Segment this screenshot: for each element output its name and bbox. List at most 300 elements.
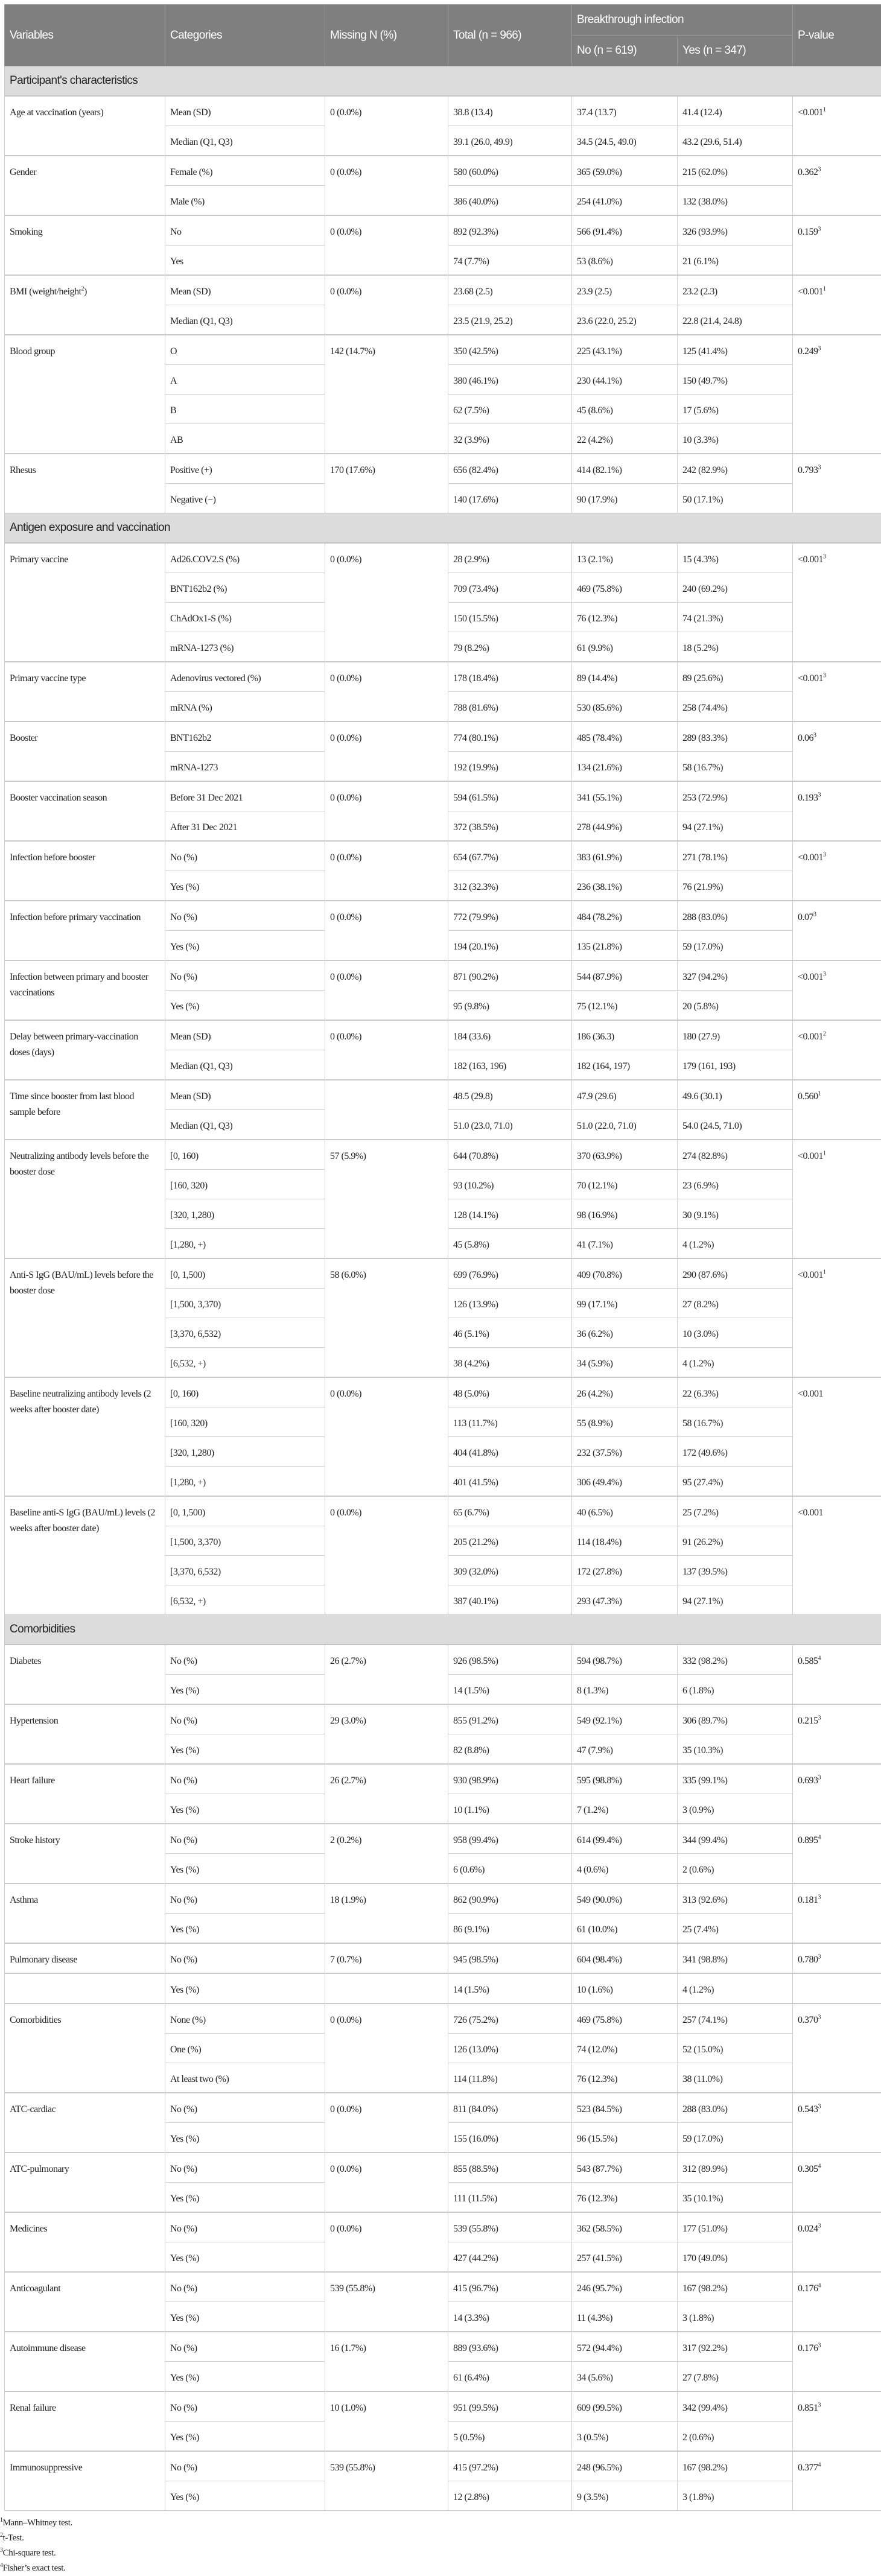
table-row <box>5 454 881 484</box>
variable-name-text: Pulmonary disease <box>10 1955 77 1965</box>
category-cell: No (%) <box>165 1883 325 1914</box>
no-infection-cell: 76 (12.3%) <box>572 2063 678 2093</box>
section-row <box>5 513 881 544</box>
p-value: 0.159 <box>798 227 818 237</box>
total-cell: 309 (32.0%) <box>448 1556 572 1585</box>
category-cell: [320, 1,280) <box>165 1199 325 1229</box>
total-cell: 155 (16.0%) <box>448 2123 572 2153</box>
no-infection-cell: 75 (12.1%) <box>572 991 678 1021</box>
yes-infection-cell: 59 (17.0%) <box>678 2123 793 2153</box>
no-infection-cell: 3 (0.5%) <box>572 2422 678 2452</box>
total-cell: 126 (13.9%) <box>448 1289 572 1318</box>
p-value-test-note: 3 <box>818 2343 821 2349</box>
no-infection-cell: 172 (27.8%) <box>572 1556 678 1585</box>
p-value: <0.001 <box>798 1508 823 1518</box>
p-value-test-note: 3 <box>823 852 826 858</box>
yes-infection-cell: 74 (21.3%) <box>678 603 793 632</box>
p-value-cell <box>793 335 881 454</box>
p-value-test-note: 3 <box>818 1954 821 1961</box>
variable-name <box>5 1764 165 1824</box>
missing-cell <box>325 1973 448 2003</box>
category-cell: [3,370, 6,532) <box>165 1318 325 1348</box>
p-value-cell <box>793 662 881 722</box>
total-cell: 654 (67.7%) <box>448 841 572 871</box>
missing-cell: 539 (55.8%) <box>325 2272 448 2332</box>
category-cell: Yes (%) <box>165 1675 325 1705</box>
p-value-test-note: 1 <box>823 107 826 113</box>
variable-name-text: Baseline neutralizing antibody levels (2 weeks after booster date) <box>10 1389 151 1415</box>
p-value-cell <box>793 2332 881 2391</box>
yes-infection-cell: 177 (51.0%) <box>678 2212 793 2242</box>
p-value-test-note: 4 <box>818 2283 821 2289</box>
yes-infection-cell: 271 (78.1%) <box>678 841 793 871</box>
variable-name-text: Time since booster from last blood sample before <box>10 1091 134 1117</box>
no-infection-cell: 186 (36.3) <box>572 1020 678 1050</box>
missing-cell: 26 (2.7%) <box>325 1645 448 1704</box>
yes-infection-cell: 215 (62.0%) <box>678 156 793 186</box>
variable-name-text: Diabetes <box>10 1656 41 1666</box>
category-cell: Yes (%) <box>165 2481 325 2511</box>
no-infection-cell: 485 (78.4%) <box>572 722 678 752</box>
p-value-cell <box>793 1080 881 1140</box>
total-cell: 128 (14.1%) <box>448 1199 572 1229</box>
category-cell: A <box>165 365 325 395</box>
table-row <box>5 1943 881 1973</box>
category-cell: [1,280, +) <box>165 1229 325 1259</box>
no-infection-cell: 61 (10.0%) <box>572 1914 678 1944</box>
no-infection-cell: 484 (78.2%) <box>572 901 678 931</box>
header-variables: Variables <box>5 5 165 66</box>
p-value-cell <box>793 1973 881 2003</box>
p-value: 0.780 <box>798 1955 818 1965</box>
category-cell: [160, 320) <box>165 1170 325 1199</box>
table-row <box>5 215 881 246</box>
variable-name <box>5 1883 165 1943</box>
no-infection-cell: 370 (63.9%) <box>572 1140 678 1170</box>
p-value-test-note: 3 <box>823 554 826 560</box>
total-cell: 32 (3.9%) <box>448 424 572 454</box>
category-cell: No (%) <box>165 960 325 991</box>
p-value: 0.176 <box>798 2283 818 2294</box>
yes-infection-cell: 27 (7.8%) <box>678 2362 793 2392</box>
no-infection-cell: 45 (8.6%) <box>572 395 678 424</box>
no-infection-cell: 236 (38.1%) <box>572 871 678 901</box>
yes-infection-cell: 257 (74.1%) <box>678 2003 793 2034</box>
p-value-test-note: 3 <box>818 2402 821 2409</box>
total-cell: 386 (40.0%) <box>448 186 572 216</box>
p-value-test-note: 3 <box>818 792 821 799</box>
total-cell: 862 (90.9%) <box>448 1883 572 1914</box>
variable-name <box>5 1377 165 1496</box>
no-infection-cell: 37.4 (13.7) <box>572 96 678 126</box>
no-infection-cell: 257 (41.5%) <box>572 2242 678 2273</box>
table-row <box>5 1883 881 1914</box>
yes-infection-cell: 76 (21.9%) <box>678 871 793 901</box>
no-infection-cell: 225 (43.1%) <box>572 335 678 365</box>
no-infection-cell: 543 (87.7%) <box>572 2152 678 2183</box>
p-value-test-note: 2 <box>823 1031 826 1038</box>
total-cell: 61 (6.4%) <box>448 2362 572 2392</box>
p-value: <0.001 <box>798 852 823 863</box>
total-cell: 404 (41.8%) <box>448 1437 572 1467</box>
p-value-test-note: 1 <box>818 1091 821 1097</box>
yes-infection-cell: 317 (92.2%) <box>678 2332 793 2362</box>
no-infection-cell: 47.9 (29.6) <box>572 1080 678 1110</box>
missing-cell: 7 (0.7%) <box>325 1943 448 1973</box>
variable-name-text: Renal failure <box>10 2403 56 2413</box>
category-cell: Median (Q1, Q3) <box>165 1110 325 1140</box>
variable-name-text: Age at vaccination (years) <box>10 107 103 118</box>
category-cell: Yes (%) <box>165 2422 325 2452</box>
section-title: Antigen exposure and vaccination <box>5 513 881 544</box>
category-cell: [0, 1,500) <box>165 1258 325 1289</box>
no-infection-cell: 604 (98.4%) <box>572 1943 678 1973</box>
total-cell: 182 (163, 196) <box>448 1050 572 1080</box>
missing-cell: 0 (0.0%) <box>325 1496 448 1615</box>
no-infection-cell: 549 (92.1%) <box>572 1704 678 1734</box>
no-infection-cell: 9 (3.5%) <box>572 2481 678 2511</box>
header-p-value: P-value <box>793 5 881 66</box>
p-value-cell <box>793 2003 881 2093</box>
footnote-mark: 1 <box>0 2517 3 2524</box>
total-cell: 14 (1.5%) <box>448 1675 572 1705</box>
total-cell: 74 (7.7%) <box>448 246 572 276</box>
no-infection-cell: 595 (98.8%) <box>572 1764 678 1794</box>
p-value-cell <box>793 1496 881 1615</box>
table-row <box>5 96 881 126</box>
total-cell: 38.8 (13.4) <box>448 96 572 126</box>
yes-infection-cell: 344 (99.4%) <box>678 1824 793 1854</box>
variable-name <box>5 2332 165 2391</box>
total-cell: 415 (97.2%) <box>448 2451 572 2481</box>
no-infection-cell: 549 (90.0%) <box>572 1883 678 1914</box>
missing-cell: 0 (0.0%) <box>325 543 448 662</box>
p-value: 0.895 <box>798 1835 818 1845</box>
variable-name <box>5 2093 165 2152</box>
yes-infection-cell: 242 (82.9%) <box>678 454 793 484</box>
yes-infection-cell: 52 (15.0%) <box>678 2034 793 2063</box>
p-value-cell <box>793 1377 881 1496</box>
table-row <box>5 901 881 931</box>
yes-infection-cell: 288 (83.0%) <box>678 2093 793 2123</box>
no-infection-cell: 23.9 (2.5) <box>572 275 678 305</box>
total-cell: 113 (11.7%) <box>448 1407 572 1437</box>
variable-name-text: Infection before booster <box>10 852 95 863</box>
missing-cell: 0 (0.0%) <box>325 215 448 275</box>
table-row <box>5 1496 881 1526</box>
total-cell: 401 (41.5%) <box>448 1467 572 1497</box>
missing-cell: 0 (0.0%) <box>325 156 448 215</box>
missing-cell: 29 (3.0%) <box>325 1704 448 1764</box>
total-cell: 709 (73.4%) <box>448 573 572 603</box>
variable-name-text: Blood group <box>10 346 55 357</box>
no-infection-cell: 23.6 (22.0, 25.2) <box>572 305 678 335</box>
category-cell: Before 31 Dec 2021 <box>165 781 325 811</box>
missing-cell: 0 (0.0%) <box>325 275 448 335</box>
category-cell: Median (Q1, Q3) <box>165 126 325 156</box>
no-infection-cell: 34.5 (24.5, 49.0) <box>572 126 678 156</box>
no-infection-cell: 523 (84.5%) <box>572 2093 678 2123</box>
p-value-cell <box>793 215 881 275</box>
missing-cell: 18 (1.9%) <box>325 1883 448 1943</box>
missing-cell: 0 (0.0%) <box>325 841 448 901</box>
missing-cell: 58 (6.0%) <box>325 1258 448 1377</box>
variable-name <box>5 1496 165 1615</box>
category-cell: [0, 160) <box>165 1377 325 1407</box>
total-cell: 65 (6.7%) <box>448 1496 572 1526</box>
variable-name <box>5 2391 165 2451</box>
category-cell: No (%) <box>165 2093 325 2123</box>
category-cell: No (%) <box>165 2212 325 2242</box>
no-infection-cell: 230 (44.1%) <box>572 365 678 395</box>
no-infection-cell: 572 (94.4%) <box>572 2332 678 2362</box>
no-infection-cell: 74 (12.0%) <box>572 2034 678 2063</box>
yes-infection-cell: 89 (25.6%) <box>678 662 793 692</box>
p-value-cell <box>793 156 881 215</box>
yes-infection-cell: 10 (3.3%) <box>678 424 793 454</box>
yes-infection-cell: 58 (16.7%) <box>678 1407 793 1437</box>
p-value-cell <box>793 1883 881 1943</box>
no-infection-cell: 278 (44.9%) <box>572 811 678 842</box>
p-value-cell <box>793 2272 881 2332</box>
variable-name <box>5 781 165 841</box>
no-infection-cell: 89 (14.4%) <box>572 662 678 692</box>
yes-infection-cell: 21 (6.1%) <box>678 246 793 276</box>
variable-name <box>5 1140 165 1258</box>
p-value: 0.693 <box>798 1775 818 1786</box>
missing-cell: 26 (2.7%) <box>325 1764 448 1824</box>
variable-name <box>5 1824 165 1883</box>
p-value-cell <box>793 1704 881 1764</box>
category-cell: AB <box>165 424 325 454</box>
total-cell: 86 (9.1%) <box>448 1914 572 1944</box>
p-value-test-note: 3 <box>818 1894 821 1901</box>
category-cell: [6,532, +) <box>165 1348 325 1378</box>
yes-infection-cell: 25 (7.2%) <box>678 1496 793 1526</box>
yes-infection-cell: 132 (38.0%) <box>678 186 793 216</box>
missing-cell: 57 (5.9%) <box>325 1140 448 1258</box>
total-cell: 372 (38.5%) <box>448 811 572 842</box>
total-cell: 594 (61.5%) <box>448 781 572 811</box>
no-infection-cell: 544 (87.9%) <box>572 960 678 991</box>
no-infection-cell: 10 (1.6%) <box>572 1973 678 2003</box>
table-row <box>5 543 881 573</box>
total-cell: 871 (90.2%) <box>448 960 572 991</box>
yes-infection-cell: 342 (99.4%) <box>678 2391 793 2422</box>
no-infection-cell: 409 (70.8%) <box>572 1258 678 1289</box>
p-value-cell <box>793 1140 881 1258</box>
variable-name-text: Rhesus <box>10 465 36 475</box>
table-header <box>5 5 881 66</box>
yes-infection-cell: 167 (98.2%) <box>678 2451 793 2481</box>
no-infection-cell: 134 (21.6%) <box>572 752 678 782</box>
total-cell: 930 (98.9%) <box>448 1764 572 1794</box>
p-value-cell <box>793 1943 881 1973</box>
p-value: 0.024 <box>798 2224 818 2234</box>
total-cell: 312 (32.3%) <box>448 871 572 901</box>
total-cell: 140 (17.6%) <box>448 484 572 513</box>
no-infection-cell: 76 (12.3%) <box>572 2183 678 2213</box>
total-cell: 93 (10.2%) <box>448 1170 572 1199</box>
p-value-test-note: 1 <box>823 1269 826 1276</box>
yes-infection-cell: 2 (0.6%) <box>678 2422 793 2452</box>
total-cell: 48.5 (29.8) <box>448 1080 572 1110</box>
footnote <box>0 2561 881 2576</box>
category-cell: Adenovirus vectored (%) <box>165 662 325 692</box>
yes-infection-cell: 23.2 (2.3) <box>678 275 793 305</box>
variable-name <box>5 543 165 662</box>
yes-infection-cell: 22.8 (21.4, 24.8) <box>678 305 793 335</box>
variable-name-text: Immunosuppressive <box>10 2463 82 2473</box>
p-value-cell <box>793 543 881 662</box>
category-cell: Yes (%) <box>165 1854 325 1884</box>
variable-name-superscript: 2 <box>81 286 84 293</box>
variable-name-text: Infection between primary and booster vaccinations <box>10 972 148 998</box>
p-value-cell <box>793 1258 881 1377</box>
yes-infection-cell: 150 (49.7%) <box>678 365 793 395</box>
total-cell: 539 (55.8%) <box>448 2212 572 2242</box>
p-value-test-note: 1 <box>823 286 826 293</box>
table-row <box>5 781 881 811</box>
p-value-test-note: 3 <box>818 1775 821 1781</box>
p-value-test-note: 3 <box>818 167 821 173</box>
footnote-mark: 2 <box>0 2532 3 2539</box>
category-cell: After 31 Dec 2021 <box>165 811 325 842</box>
yes-infection-cell: 4 (1.2%) <box>678 1348 793 1378</box>
yes-infection-cell: 288 (83.0%) <box>678 901 793 931</box>
yes-infection-cell: 10 (3.0%) <box>678 1318 793 1348</box>
p-value-cell <box>793 2093 881 2152</box>
yes-infection-cell: 240 (69.2%) <box>678 573 793 603</box>
total-cell: 205 (21.2%) <box>448 1526 572 1556</box>
total-cell: 62 (7.5%) <box>448 395 572 424</box>
yes-infection-cell: 179 (161, 193) <box>678 1050 793 1080</box>
yes-infection-cell: 25 (7.4%) <box>678 1914 793 1944</box>
p-value-cell <box>793 2212 881 2272</box>
missing-cell: 0 (0.0%) <box>325 960 448 1020</box>
p-value-cell <box>793 1764 881 1824</box>
total-cell: 892 (92.3%) <box>448 215 572 246</box>
total-cell: 415 (96.7%) <box>448 2272 572 2302</box>
category-cell: Yes (%) <box>165 2123 325 2153</box>
no-infection-cell: 365 (59.0%) <box>572 156 678 186</box>
table-row <box>5 1258 881 1289</box>
category-cell: No (%) <box>165 2391 325 2422</box>
total-cell: 958 (99.4%) <box>448 1824 572 1854</box>
p-value-test-note: 3 <box>818 346 821 352</box>
no-infection-cell: 13 (2.1%) <box>572 543 678 573</box>
table-row <box>5 960 881 991</box>
total-cell: 855 (91.2%) <box>448 1704 572 1734</box>
p-value: 0.585 <box>798 1656 818 1666</box>
category-cell: [0, 160) <box>165 1140 325 1170</box>
category-cell: [1,500, 3,370) <box>165 1289 325 1318</box>
header-no: No (n = 619) <box>572 36 678 66</box>
variable-name-text: Stroke history <box>10 1835 60 1845</box>
category-cell: ChAdOx1-S (%) <box>165 603 325 632</box>
p-value-cell <box>793 275 881 335</box>
yes-infection-cell: 15 (4.3%) <box>678 543 793 573</box>
table-row <box>5 2003 881 2034</box>
variable-name <box>5 2212 165 2272</box>
category-cell: No (%) <box>165 2451 325 2481</box>
no-infection-cell: 293 (47.3%) <box>572 1585 678 1615</box>
yes-infection-cell: 253 (72.9%) <box>678 781 793 811</box>
p-value-cell <box>793 1824 881 1883</box>
no-infection-cell: 34 (5.9%) <box>572 1348 678 1378</box>
category-cell: No (%) <box>165 2272 325 2302</box>
p-value: <0.001 <box>798 1389 823 1399</box>
category-cell: Male (%) <box>165 186 325 216</box>
category-cell: No (%) <box>165 1764 325 1794</box>
missing-cell: 0 (0.0%) <box>325 2003 448 2093</box>
total-cell: 39.1 (26.0, 49.9) <box>448 126 572 156</box>
header-categories: Categories <box>165 5 325 66</box>
table-row <box>5 1140 881 1170</box>
p-value-test-note: 3 <box>818 2104 821 2110</box>
category-cell: Ad26.COV2.S (%) <box>165 543 325 573</box>
p-value: 0.06 <box>798 733 813 743</box>
variable-name-text: Autoimmune disease <box>10 2343 86 2353</box>
yes-infection-cell: 306 (89.7%) <box>678 1704 793 1734</box>
total-cell: 126 (13.0%) <box>448 2034 572 2063</box>
variable-name-text: BMI (weight/height <box>10 287 81 297</box>
variable-name-text: Heart failure <box>10 1775 55 1786</box>
yes-infection-cell: 91 (26.2%) <box>678 1526 793 1556</box>
yes-infection-cell: 58 (16.7%) <box>678 752 793 782</box>
category-cell: mRNA-1273 (%) <box>165 632 325 662</box>
total-cell: 95 (9.8%) <box>448 991 572 1021</box>
yes-infection-cell: 313 (92.6%) <box>678 1883 793 1914</box>
p-value-cell <box>793 1645 881 1704</box>
p-value-test-note: 4 <box>818 2462 821 2469</box>
no-infection-cell: 70 (12.1%) <box>572 1170 678 1199</box>
variable-name <box>5 215 165 275</box>
header-breakthrough-infection: Breakthrough infection <box>572 5 793 36</box>
yes-infection-cell: 54.0 (24.5, 71.0) <box>678 1110 793 1140</box>
p-value: 0.370 <box>798 2015 818 2025</box>
variable-name-text: Booster <box>10 733 37 743</box>
table-row <box>5 1764 881 1794</box>
yes-infection-cell: 27 (8.2%) <box>678 1289 793 1318</box>
variable-name <box>5 1973 165 2003</box>
yes-infection-cell: 20 (5.8%) <box>678 991 793 1021</box>
table-row <box>5 2272 881 2302</box>
no-infection-cell: 469 (75.8%) <box>572 573 678 603</box>
variable-name <box>5 96 165 156</box>
total-cell: 926 (98.5%) <box>448 1645 572 1675</box>
category-cell: No (%) <box>165 1704 325 1734</box>
yes-infection-cell: 4 (1.2%) <box>678 1229 793 1259</box>
category-cell: Median (Q1, Q3) <box>165 1050 325 1080</box>
table-row <box>5 2451 881 2481</box>
p-value-cell <box>793 2391 881 2451</box>
p-value-cell <box>793 841 881 901</box>
variable-name-text: Booster vaccination season <box>10 793 107 803</box>
variable-name-text: Medicines <box>10 2224 47 2234</box>
total-cell: 427 (44.2%) <box>448 2242 572 2273</box>
variable-name-text: Hypertension <box>10 1716 58 1726</box>
no-infection-cell: 362 (58.5%) <box>572 2212 678 2242</box>
p-value-test-note: 3 <box>813 912 816 918</box>
missing-cell: 2 (0.2%) <box>325 1824 448 1883</box>
no-infection-cell: 306 (49.4%) <box>572 1467 678 1497</box>
category-cell: Yes (%) <box>165 871 325 901</box>
yes-infection-cell: 35 (10.1%) <box>678 2183 793 2213</box>
no-infection-cell: 469 (75.8%) <box>572 2003 678 2034</box>
category-cell: Yes (%) <box>165 931 325 961</box>
yes-infection-cell: 125 (41.4%) <box>678 335 793 365</box>
